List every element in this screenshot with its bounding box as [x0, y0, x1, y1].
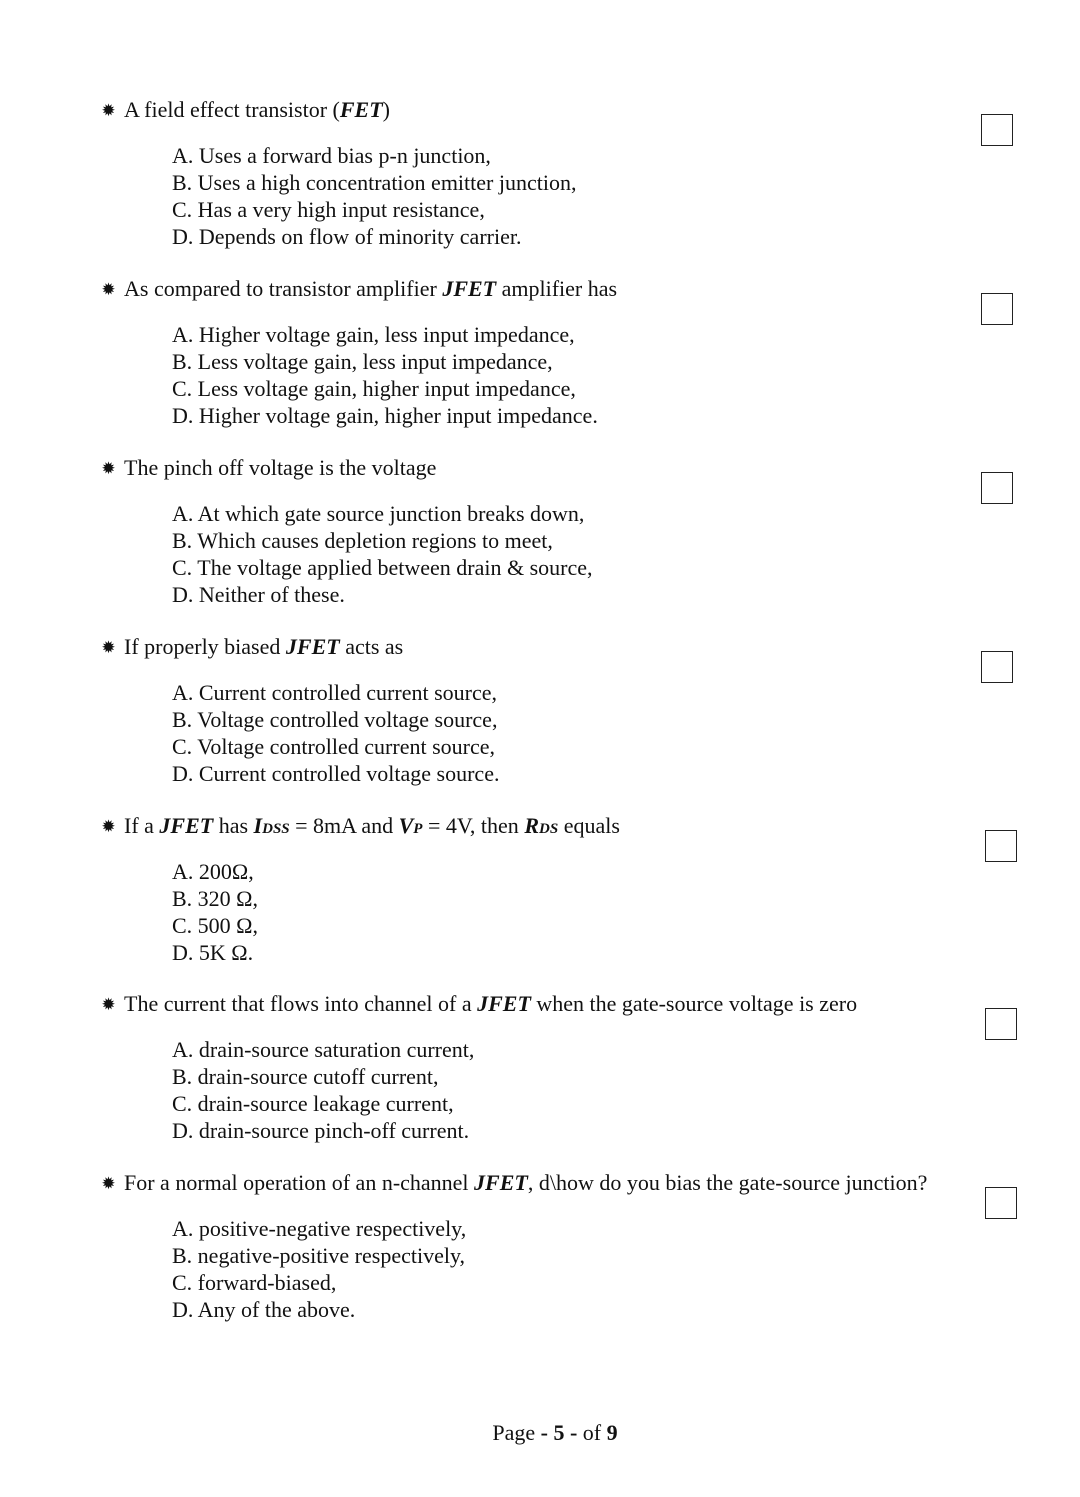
- page-footer: [0, 1420, 1080, 1446]
- bullet-icon: ✹: [101, 280, 116, 299]
- option-list: [172, 142, 576, 250]
- stem-segment: equals: [558, 813, 620, 838]
- answer-option: C. 500 Ω,: [172, 913, 259, 938]
- stem-segment: when the gate-source voltage is zero: [530, 991, 858, 1016]
- answer-checkbox[interactable]: [985, 830, 1017, 862]
- answer-checkbox[interactable]: [981, 651, 1013, 683]
- option-list: [172, 321, 598, 429]
- bullet-icon: ✹: [101, 1174, 116, 1193]
- answer-option: A. Uses a forward bias p-n junction,: [172, 143, 491, 168]
- answer-option: B. Voltage controlled voltage source,: [172, 707, 498, 732]
- footer-page-number: - 5 -: [540, 1420, 578, 1445]
- bullet-icon: ✹: [101, 101, 116, 120]
- stem-segment: DS: [539, 821, 559, 837]
- answer-option: C. The voltage applied between drain & source,: [172, 555, 593, 580]
- answer-option: A. drain-source saturation current,: [172, 1037, 475, 1062]
- stem-segment: = 4V, then: [422, 813, 525, 838]
- answer-option: D. Depends on flow of minority carrier.: [172, 224, 522, 249]
- answer-option: D. Neither of these.: [172, 582, 345, 607]
- bullet-icon: ✹: [101, 459, 116, 478]
- answer-checkbox[interactable]: [981, 114, 1013, 146]
- answer-option: A. Current controlled current source,: [172, 680, 497, 705]
- question-stem: [124, 993, 857, 1015]
- answer-checkbox[interactable]: [985, 1187, 1017, 1219]
- option-list: [172, 500, 593, 608]
- question-stem: [124, 1172, 927, 1194]
- question-block: [0, 278, 1080, 448]
- question-block: [0, 636, 1080, 806]
- question-block: [0, 457, 1080, 627]
- stem-segment: P: [413, 821, 423, 837]
- stem-segment: JFET: [474, 1170, 528, 1195]
- answer-option: D. Higher voltage gain, higher input impedance.: [172, 403, 598, 428]
- answer-option: B. negative-positive respectively,: [172, 1243, 466, 1268]
- answer-checkbox[interactable]: [981, 293, 1013, 325]
- stem-segment: = 8mA and: [289, 813, 399, 838]
- stem-segment: The current that flows into channel of a: [124, 991, 478, 1016]
- question-stem: [124, 99, 390, 121]
- bullet-icon: ✹: [101, 995, 116, 1014]
- stem-segment: has: [213, 813, 254, 838]
- footer-prefix: Page: [492, 1420, 541, 1445]
- bullet-icon: ✹: [101, 817, 116, 836]
- question-block: [0, 1172, 1080, 1342]
- option-list: [172, 1036, 474, 1144]
- stem-segment: JFET: [442, 276, 497, 301]
- option-list: [172, 858, 258, 966]
- answer-option: A. 200Ω,: [172, 859, 254, 884]
- answer-option: A. Higher voltage gain, less input impedance,: [172, 322, 575, 347]
- answer-option: C. Has a very high input resistance,: [172, 197, 485, 222]
- answer-option: B. Which causes depletion regions to meet,: [172, 528, 553, 553]
- stem-segment: amplifier has: [496, 276, 618, 301]
- answer-option: D. 5K Ω.: [172, 940, 254, 965]
- stem-segment: JFET: [285, 634, 340, 659]
- footer-total-pages: 9: [606, 1420, 618, 1445]
- stem-segment: FET: [339, 97, 383, 122]
- stem-segment: JFET: [477, 991, 531, 1016]
- answer-option: C. Voltage controlled current source,: [172, 734, 495, 759]
- stem-segment: For a normal operation of an n-channel: [124, 1170, 475, 1195]
- answer-option: B. Less voltage gain, less input impedance,: [172, 349, 553, 374]
- question-stem: [124, 636, 403, 658]
- answer-option: B. 320 Ω,: [172, 886, 259, 911]
- question-block: [0, 993, 1080, 1163]
- stem-segment: ): [382, 97, 390, 122]
- stem-segment: I: [253, 813, 263, 838]
- answer-option: C. drain-source leakage current,: [172, 1091, 454, 1116]
- bullet-icon: ✹: [101, 638, 116, 657]
- stem-segment: V: [398, 813, 414, 838]
- stem-segment: If a: [124, 813, 160, 838]
- answer-option: C. forward-biased,: [172, 1270, 337, 1295]
- answer-option: D. drain-source pinch-off current.: [172, 1118, 470, 1143]
- question-stem: [124, 815, 620, 840]
- stem-segment: A field effect transistor (: [124, 97, 340, 122]
- stem-segment: As compared to transistor amplifier: [124, 276, 443, 301]
- stem-segment: The pinch off voltage is the voltage: [124, 455, 437, 480]
- option-list: [172, 679, 499, 787]
- question-stem: [124, 457, 436, 479]
- answer-checkbox[interactable]: [981, 472, 1013, 504]
- option-list: [172, 1215, 466, 1323]
- answer-option: A. At which gate source junction breaks down,: [172, 501, 585, 526]
- answer-option: D. Any of the above.: [172, 1297, 356, 1322]
- answer-option: B. Uses a high concentration emitter junction,: [172, 170, 577, 195]
- question-block: [0, 815, 1080, 985]
- answer-option: A. positive-negative respectively,: [172, 1216, 467, 1241]
- stem-segment: R: [524, 813, 539, 838]
- question-stem: [124, 278, 617, 300]
- stem-segment: acts as: [339, 634, 404, 659]
- stem-segment: , d\how do you bias the gate-source junction?: [527, 1170, 928, 1195]
- stem-segment: DSS: [262, 821, 290, 837]
- answer-option: B. drain-source cutoff current,: [172, 1064, 439, 1089]
- question-block: [0, 99, 1080, 269]
- answer-checkbox[interactable]: [985, 1008, 1017, 1040]
- stem-segment: JFET: [159, 813, 214, 838]
- answer-option: D. Current controlled voltage source.: [172, 761, 500, 786]
- stem-segment: If properly biased: [124, 634, 286, 659]
- answer-option: C. Less voltage gain, higher input impedance,: [172, 376, 576, 401]
- footer-middle: of: [577, 1420, 607, 1445]
